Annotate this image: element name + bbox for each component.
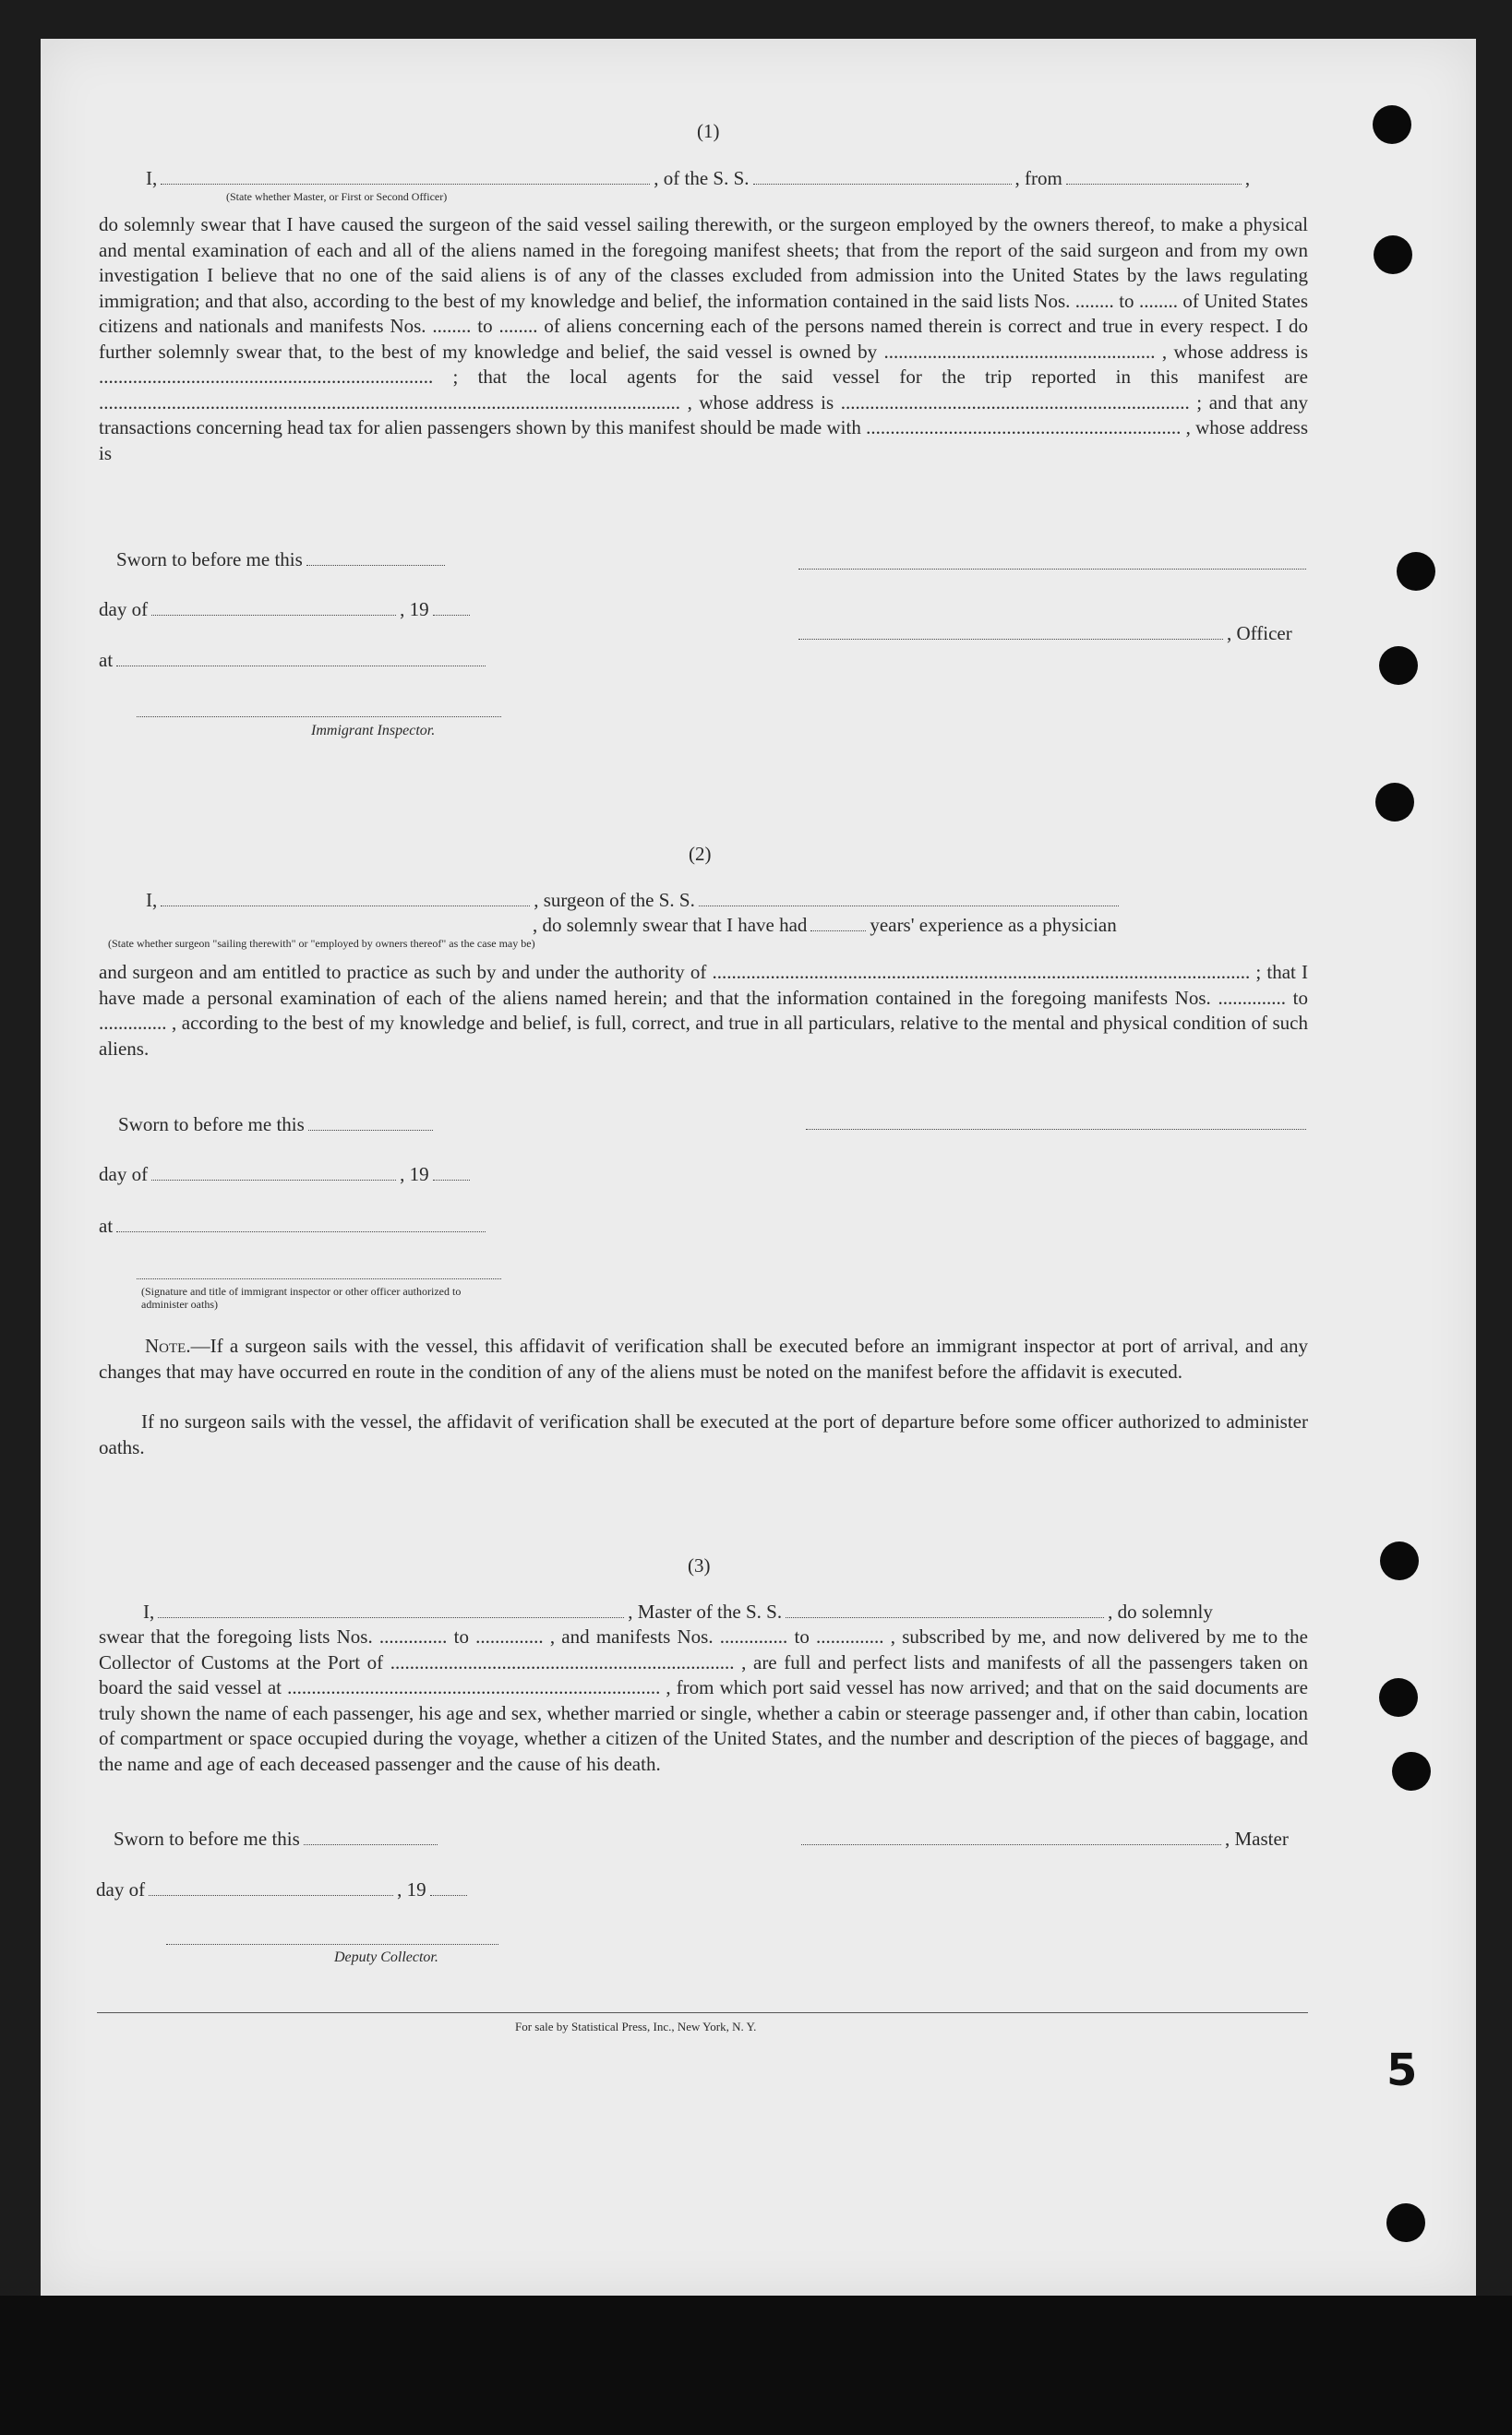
margin-mark: 5 <box>1386 2045 1418 2096</box>
section-2-surgeon-signature-line <box>806 1129 1306 1130</box>
master-label: , Master <box>1225 1828 1289 1850</box>
punch-hole-icon <box>1379 646 1418 685</box>
day-of-label: day of <box>99 1163 149 1185</box>
punch-hole-icon <box>1397 552 1435 591</box>
label-i: I, <box>146 167 158 189</box>
section-2-sworn <box>118 1113 437 1136</box>
section-1-first-line <box>146 167 1250 190</box>
punch-hole-icon <box>1374 235 1412 274</box>
section-1-inspector-line <box>137 716 501 717</box>
label-do-solemnly: , do solemnly <box>1108 1601 1213 1623</box>
label-years-experience: years' experience as a physician <box>870 914 1117 936</box>
scan-border <box>0 2296 1512 2435</box>
section-1-body: do solemnly swear that I have caused the surgeon of the said vessel sailing therewith, or the surgeon employed by the owners thereof, to make a physical and mental examination of each and all of the aliens named in the foregoing manifest sheets; that from the report of the said surgeon and from my own investigation I believe that no one of the said aliens is of any of the classes excluded from admission into the United States by the laws regulating immigration; and that also, according to the best of my knowledge and belief, the information contained in the said lists Nos. ........ to ........ of United States citizens and nationals and manifests Nos. ........ to ........ of aliens concerning each of the persons named therein is correct and true in every respect. I do further solemnly swear that, to the best of my knowledge and belief, the said vessel is owned by ........................................................ , whose address is ..................................................................... ; that the local agents for the said vessel for the trip reported in this manifest are ........................................................................................................................ , whose address is ........................................................................ ; and that any transactions concerning head tax for alien passengers shown by this manifest should be made with ................................................................. , whose address is <box>99 213 1308 464</box>
sworn-label: Sworn to before me this <box>114 1828 300 1850</box>
section-2-number: (2) <box>689 843 712 865</box>
surgeon-note: (State whether surgeon "sailing therewith" or "employed by owners thereof" as the case may be) <box>108 937 535 950</box>
at-label: at <box>99 649 114 671</box>
section-2-day <box>99 1163 474 1186</box>
signature-note: (Signature and title of immigrant inspector or other officer authorized to administer oaths) <box>141 1285 462 1311</box>
label-i: I, <box>146 889 158 911</box>
sworn-label: Sworn to before me this <box>118 1113 305 1135</box>
printer-credit: For sale by Statistical Press, Inc., New York, N. Y. <box>515 2020 757 2033</box>
year-label: , 19 <box>400 1163 429 1185</box>
label-do-swear: , do solemnly swear that I have had <box>533 914 808 936</box>
section-3-number: (3) <box>688 1554 711 1577</box>
section-1-number: (1) <box>697 120 720 142</box>
deputy-collector-line <box>166 1944 498 1945</box>
punch-hole-icon <box>1375 783 1414 822</box>
immigrant-inspector-label: Immigrant Inspector. <box>311 723 436 738</box>
section-2-first-line <box>146 889 1122 912</box>
punch-hole-icon <box>1380 1541 1419 1580</box>
section-3-day <box>96 1878 471 1901</box>
punch-hole-icon <box>1373 105 1411 144</box>
officer-note: (State whether Master, or First or Second Officer) <box>226 190 448 203</box>
section-1-officer-signature-line-top <box>798 569 1306 570</box>
section-1-officer <box>798 622 1292 645</box>
section-1-day <box>99 598 474 621</box>
punch-hole-icon <box>1379 1678 1418 1717</box>
label-i: I, <box>143 1601 155 1623</box>
note-label: Note. <box>145 1335 191 1357</box>
label-of-ss: , of the S. S. <box>654 167 750 189</box>
officer-label: , Officer <box>1227 622 1292 644</box>
year-label: , 19 <box>400 598 429 620</box>
deputy-collector-label: Deputy Collector. <box>334 1949 438 1965</box>
section-3-master <box>801 1828 1289 1851</box>
section-3-sworn <box>114 1828 441 1851</box>
note-text: —If a surgeon sails with the vessel, this affidavit of verification shall be executed before an immigrant inspector at port of arrival, and any changes that may have occurred en route in the condition of any of the aliens must be noted on the manifest before the affidavit is executed. <box>99 1335 1308 1383</box>
label-master-of-ss: , Master of the S. S. <box>628 1601 783 1623</box>
section-1-at <box>99 649 489 672</box>
surgeon-note-paragraph-2: If no surgeon sails with the vessel, the affidavit of verification shall be executed at the port of departure before some officer authorized to administer oaths. <box>99 1410 1308 1458</box>
punch-hole-icon <box>1392 1752 1431 1791</box>
section-3-first-line <box>143 1601 1213 1624</box>
day-of-label: day of <box>96 1878 146 1901</box>
punch-hole-icon <box>1386 2203 1425 2242</box>
at-label: at <box>99 1215 114 1237</box>
label-from: , from <box>1014 167 1062 189</box>
footer-rule <box>97 2012 1308 2013</box>
section-2-inspector-line <box>137 1278 501 1279</box>
label-surgeon-of-ss: , surgeon of the S. S. <box>534 889 695 911</box>
day-of-label: day of <box>99 598 149 620</box>
sworn-label: Sworn to before me this <box>116 548 303 570</box>
section-2-body: and surgeon and am entitled to practice as such by and under the authority of ............................................................................................................... ; that I have made a personal examination of each of the aliens named herein; and that the information contained in the foregoing manifests Nos. .............. to .............. , according to the best of my knowledge and belief, is full, correct, and true in all particulars, relative to the mental and physical condition of such aliens. <box>99 961 1308 1060</box>
section-1-sworn <box>116 548 449 571</box>
year-label: , 19 <box>397 1878 426 1901</box>
section-2-second-line <box>533 914 1117 937</box>
surgeon-note-paragraph <box>99 1334 1308 1385</box>
section-2-at <box>99 1215 489 1238</box>
comma: , <box>1244 167 1251 189</box>
section-3-body: swear that the foregoing lists Nos. .............. to .............. , and manifests Nos. .............. to .............. , subscribed by me, and now delivered by me to the Collector of Customs at the Port of ....................................................................... , are full and perfect lists and manifests of all the passengers taken on board the said vessel at ............................................................................. , from which port said vessel has now arrived; and that on the said documents are truly shown the name of each passenger, his age and sex, whether married or single, whether a cabin or steerage passenger and, if other than cabin, location of compartment or space occupied during the voyage, whether a citizen of the United States, and the number and description of the pieces of baggage, and the name and age of each deceased passenger and the cause of his death. <box>99 1625 1308 1775</box>
